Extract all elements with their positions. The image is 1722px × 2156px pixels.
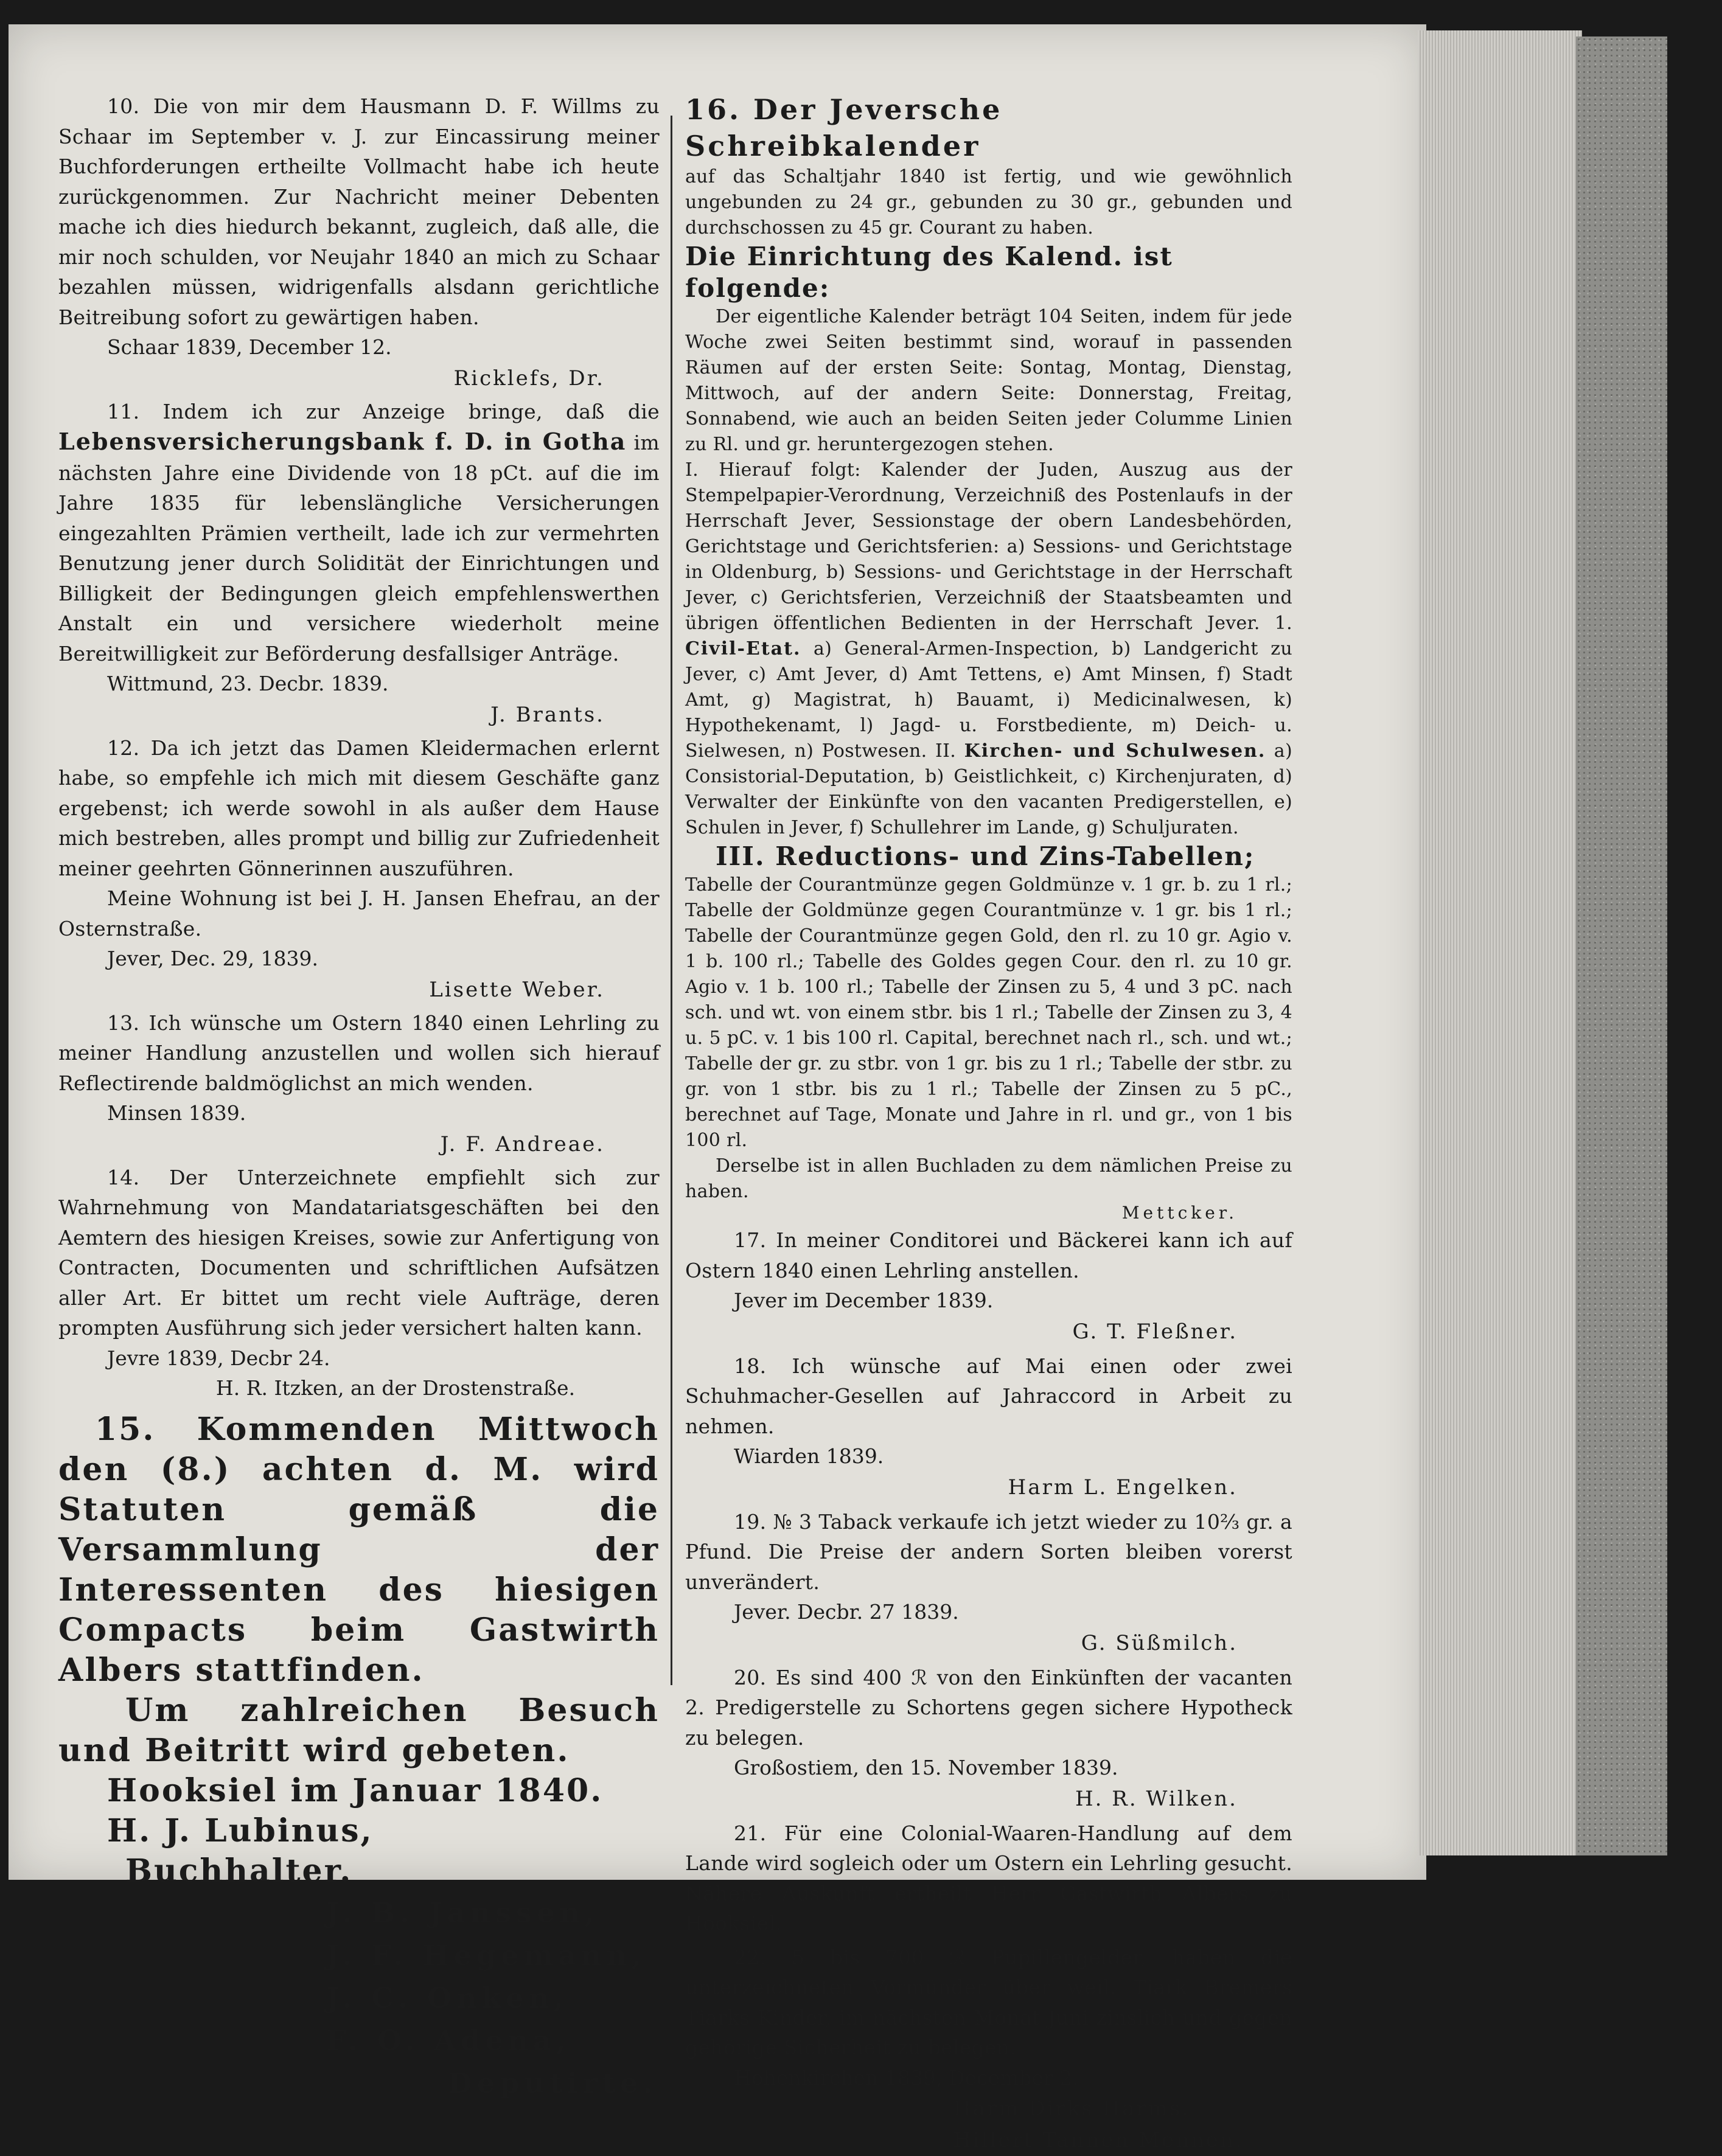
ad-10: [58, 91, 660, 394]
ad-19: [685, 1507, 1292, 1659]
ad-12: [58, 733, 660, 1006]
ad-11-text: [58, 397, 660, 669]
ad-18-place: Wiarden 1839.: [685, 1441, 1292, 1472]
ad-12-signer: Lisette Weber.: [58, 974, 660, 1006]
ad-16-kirchen: Kirchen- und Schulwesen.: [964, 740, 1266, 762]
ad-14-signer: H. R. Itzken, an der Drostenstraße.: [58, 1373, 660, 1403]
ad-12-text2: Meine Wohnung ist bei J. H. Jansen Ehefrau, an der Osternstraße.: [58, 883, 660, 944]
ad-10-signer: Ricklefs, Dr.: [58, 363, 660, 394]
ad-17: [685, 1225, 1292, 1348]
ad-22-place: Hohenkirchen 1839, December 2.: [685, 2063, 1292, 2093]
ad-11-rest: im nächsten Jahre eine Dividende von 18 pCt. auf die im Jahre 1835 für lebenslängliche Versicherungen eingezahlten Prämien vertheilt, lade ich zur vermehrten Benutzung jener durch Solidität der Einrichtungen und Billigkeit der Bedingungen gleich empfehlenswerthen Anstalt ein und versichere wiederholt meine Bereitwilligkeit zur Beförderung desfallsiger Anträge.: [58, 431, 660, 666]
ad-16: [685, 91, 1292, 1222]
ad-12-text: 12. Da ich jetzt das Damen Kleidermachen erlernt habe, so empfehle ich mich mit diesem Geschäfte ganz ergebenst; ich werde sowohl in als außer dem Hause mich bestreben, alles prompt und billig zur Zufriedenheit meiner geehrten Gönnerinnen auszuführen.: [58, 733, 660, 884]
ad-16-head: 16. Der Jeversche Schreibkalender: [685, 91, 1292, 164]
ad-11-bold: Lebensversicherungsbank f. D. in Gotha: [58, 428, 626, 455]
ad-15-name-1: J. B. Janssen,: [58, 1891, 660, 1934]
ad-15-name-3: J. C. Onken,: [58, 1977, 660, 2019]
ad-16-signer: Mettcker.: [685, 1205, 1292, 1222]
ad-11-place: Wittmund, 23. Decbr. 1839.: [58, 669, 660, 699]
ad-14: [58, 1163, 660, 1403]
ad-20: [685, 1663, 1292, 1815]
ad-15-name-2: J. F. Hegemann,: [58, 1934, 660, 1977]
ad-16-text3: [685, 457, 1292, 841]
ad-22-text: 22. 5 bis 700 ℛ Pupillengelder, haben die unterzeichneten Vormünder über weil. Tiark Bremers Tiarks Kinder, im nächsten Monat Juni zinslich und gegen gehörige Sicherheit zu belegen.: [685, 1942, 1292, 2063]
ad-20-signer: H. R. Wilken.: [685, 1783, 1292, 1815]
ad-15-name-4: F. O. Adena,: [58, 2019, 660, 2062]
ad-18-text: 18. Ich wünsche auf Mai einen oder zwei Schuhmacher-Gesellen auf Jahraccord in Arbeit zu nehmen.: [685, 1351, 1292, 1442]
ad-13: [58, 1008, 660, 1160]
column-divider: [671, 116, 672, 1685]
ad-16-text3a: I. Hierauf folgt: Kalender der Juden, Auszug aus der Stempelpapier-Verordnung, Verzeichniß des Postenlaufs in der Herrschaft Jever, Sessionstage der obern Landesbehörden, Gerichtstage und Gerichtsferien: a) Sessions- und Gerichtstage in Oldenburg, b) Sessions- und Gerichtstage in der Herrschaft Jever, c) Gerichtsferien, Verzeichniß der Staatsbeamten und übrigen öffentlichen Bedienten in der Herrschaft Jever. 1.: [685, 459, 1292, 634]
ad-16-subhead2: III. Reductions- und Zins-Tabellen;: [685, 841, 1292, 872]
ad-11-signer: J. Brants.: [58, 699, 660, 731]
ad-20-text: 20. Es sind 400 ℛ von den Einkünften der vacanten 2. Predigerstelle zu Schortens gegen sichere Hypotheck zu belegen.: [685, 1663, 1292, 1753]
ad-11-lead: 11. Indem ich zur Anzeige bringe, daß die: [107, 400, 660, 423]
ad-15-role: Deputirte.: [58, 2062, 660, 2104]
ad-18: [685, 1351, 1292, 1503]
book-page-edges: [1418, 30, 1582, 1855]
right-column: [685, 91, 1292, 2156]
ad-16-text4: Tabelle der Courantmünze gegen Goldmünze v. 1 gr. b. zu 1 rl.; Tabelle der Goldmünze gegen Courantmünze v. 1 gr. bis 1 rl.; Tabelle der Courantmünze gegen Gold, den rl. zu 10 gr. Agio v. 1 b. 100 rl.; Tabelle des Goldes gegen Cour. den rl. zu 10 gr. Agio v. 1 b. 100 rl.; Tabelle der Zinsen zu 5, 4 und 3 pC. nach sch. und wt. von einem stbr. bis 1 rl.; Tabelle der Zinsen zu 3, 4 u. 5 pC. v. 1 bis 100 rl. Capital, berechnet nach rl., sch. und wt.; Tabelle der gr. zu stbr. von 1 gr. bis zu 1 rl.; Tabelle der stbr. zu gr. von 1 stbr. bis zu 1 rl.; Tabelle der Zinsen zu 5 pC., berechnet auf Tage, Monate und Jahre in rl. und gr., von 1 bis 100 rl.: [685, 872, 1292, 1153]
ad-13-text: 13. Ich wünsche um Ostern 1840 einen Lehrling zu meiner Handlung anzustellen und wollen sich hierauf Reflectirende baldmöglichst an mich wenden.: [58, 1008, 660, 1099]
left-column: [58, 91, 660, 2104]
ad-22-signer1: Harm Dirks Harms.: [685, 2093, 1292, 2124]
ad-21: [685, 1818, 1292, 1939]
ad-18-signer: Harm L. Engelken.: [685, 1472, 1292, 1503]
ad-15-text: 15. Kommenden Mittwoch den (8.) achten d. M. wird Statuten gemäß die Versammlung der Interessenten des hiesigen Compacts beim Gastwirth Albers stattfinden.: [58, 1410, 660, 1691]
ad-22: [685, 1942, 1292, 2156]
ad-19-text: 19. № 3 Taback verkaufe ich jetzt wieder zu 10⅔ gr. a Pfund. Die Preise der andern Sorten bleiben vorerst unverändert.: [685, 1507, 1292, 1598]
ad-21-text: 21. Für eine Colonial-Waaren-Handlung auf dem Lande wird sogleich oder um Ostern ein Lehrling gesucht. Nähere Auskunft ertheilt Herr Gastwirth Albers zu Hooksiel.: [685, 1818, 1292, 1939]
ad-19-signer: G. Süßmilch.: [685, 1627, 1292, 1659]
book-cover-edge: [1576, 37, 1667, 1855]
ad-15-signer1-role: Buchhalter.: [58, 1851, 660, 1891]
ad-15-text2: Um zahlreichen Besuch und Beitritt wird gebeten.: [58, 1691, 660, 1771]
ad-17-signer: G. T. Fleßner.: [685, 1316, 1292, 1348]
ad-16-text5: Derselbe ist in allen Buchladen zu dem nämlichen Preise zu haben.: [685, 1153, 1292, 1205]
ad-13-signer: J. F. Andreae.: [58, 1128, 660, 1160]
ad-17-text: 17. In meiner Conditorei und Bäckerei kann ich auf Ostern 1840 einen Lehrling anstellen.: [685, 1225, 1292, 1285]
ad-22-signer2: Hillert Tannen Mennen.: [685, 2124, 1292, 2156]
ad-12-place: Jever, Dec. 29, 1839.: [58, 944, 660, 974]
ad-14-text: 14. Der Unterzeichnete empfiehlt sich zur Wahrnehmung von Mandatariatsgeschäften bei den Aemtern des hiesigen Kreises, sowie zur Anfertigung von Contracten, Documenten und schriftlichen Aufsätzen aller Art. Er bittet um recht viele Aufträge, deren prompten Ausführung sich jeder versichert halten kann.: [58, 1163, 660, 1343]
ad-15-signer1: H. J. Lubinus,: [58, 1811, 660, 1851]
ad-20-place: Großostiem, den 15. November 1839.: [685, 1753, 1292, 1783]
ad-10-place: Schaar 1839, December 12.: [58, 332, 660, 363]
ad-13-place: Minsen 1839.: [58, 1098, 660, 1128]
ad-16-text: auf das Schaltjahr 1840 ist fertig, und wie gewöhnlich ungebunden zu 24 gr., gebunden zu 30 gr., gebunden und durchschossen zu 45 gr. Courant zu haben.: [685, 164, 1292, 241]
ad-10-text: 10. Die von mir dem Hausmann D. F. Willms zu Schaar im September v. J. zur Eincassirung meiner Buchforderungen ertheilte Vollmacht habe ich heute zurückgenommen. Zur Nachricht meiner Debenten mache ich dies hiedurch bekannt, zugleich, daß alle, die mir noch schulden, vor Neujahr 1840 an mich zu Schaar bezahlen müssen, widrigenfalls alsdann gerichtliche Beitreibung sofort zu gewärtigen haben.: [58, 91, 660, 332]
ad-17-place: Jever im December 1839.: [685, 1285, 1292, 1316]
ad-16-text2: Der eigentliche Kalender beträgt 104 Seiten, indem für jede Woche zwei Seiten bestimmt sind, worauf in passenden Räumen auf der ersten Seite: Sontag, Montag, Dienstag, Mittwoch, auf der andern Seite: Donnerstag, Freitag, Sonnabend, wie auch an beiden Seiten jeder Columme Linien zu Rl. und gr. heruntergezogen stehen.: [685, 304, 1292, 457]
ad-16-text3e: a) Consistorial-Deputation, b) Geistlichkeit, c) Kirchenjuraten, d) Verwalter der Einkünfte von den vacanten Predigerstellen, e) Schulen in Jever, f) Schullehrer im Lande, g) Schuljuraten.: [685, 740, 1292, 838]
ad-16-subhead: Die Einrichtung des Kalend. ist folgende:: [685, 241, 1292, 304]
ad-16-civil-etat: Civil-Etat.: [685, 638, 801, 659]
ad-15-place: Hooksiel im Januar 1840.: [58, 1771, 660, 1811]
ad-19-place: Jever. Decbr. 27 1839.: [685, 1597, 1292, 1627]
ad-11: [58, 397, 660, 731]
ad-15: [58, 1410, 660, 2104]
ad-14-place: Jevre 1839, Decbr 24.: [58, 1343, 660, 1374]
ad-16-text3c: a) General-Armen-Inspection, b) Landgericht zu Jever, c) Amt Jever, d) Amt Tettens, e) Amt Minsen, f) Stadt Amt, g) Magistrat, h) Bauamt, i) Medicinalwesen, k) Hypothekenamt, l) Jagd- u. Forstbediente, m) Deich- u. Sielwesen, n) Postwesen. II.: [685, 638, 1292, 762]
